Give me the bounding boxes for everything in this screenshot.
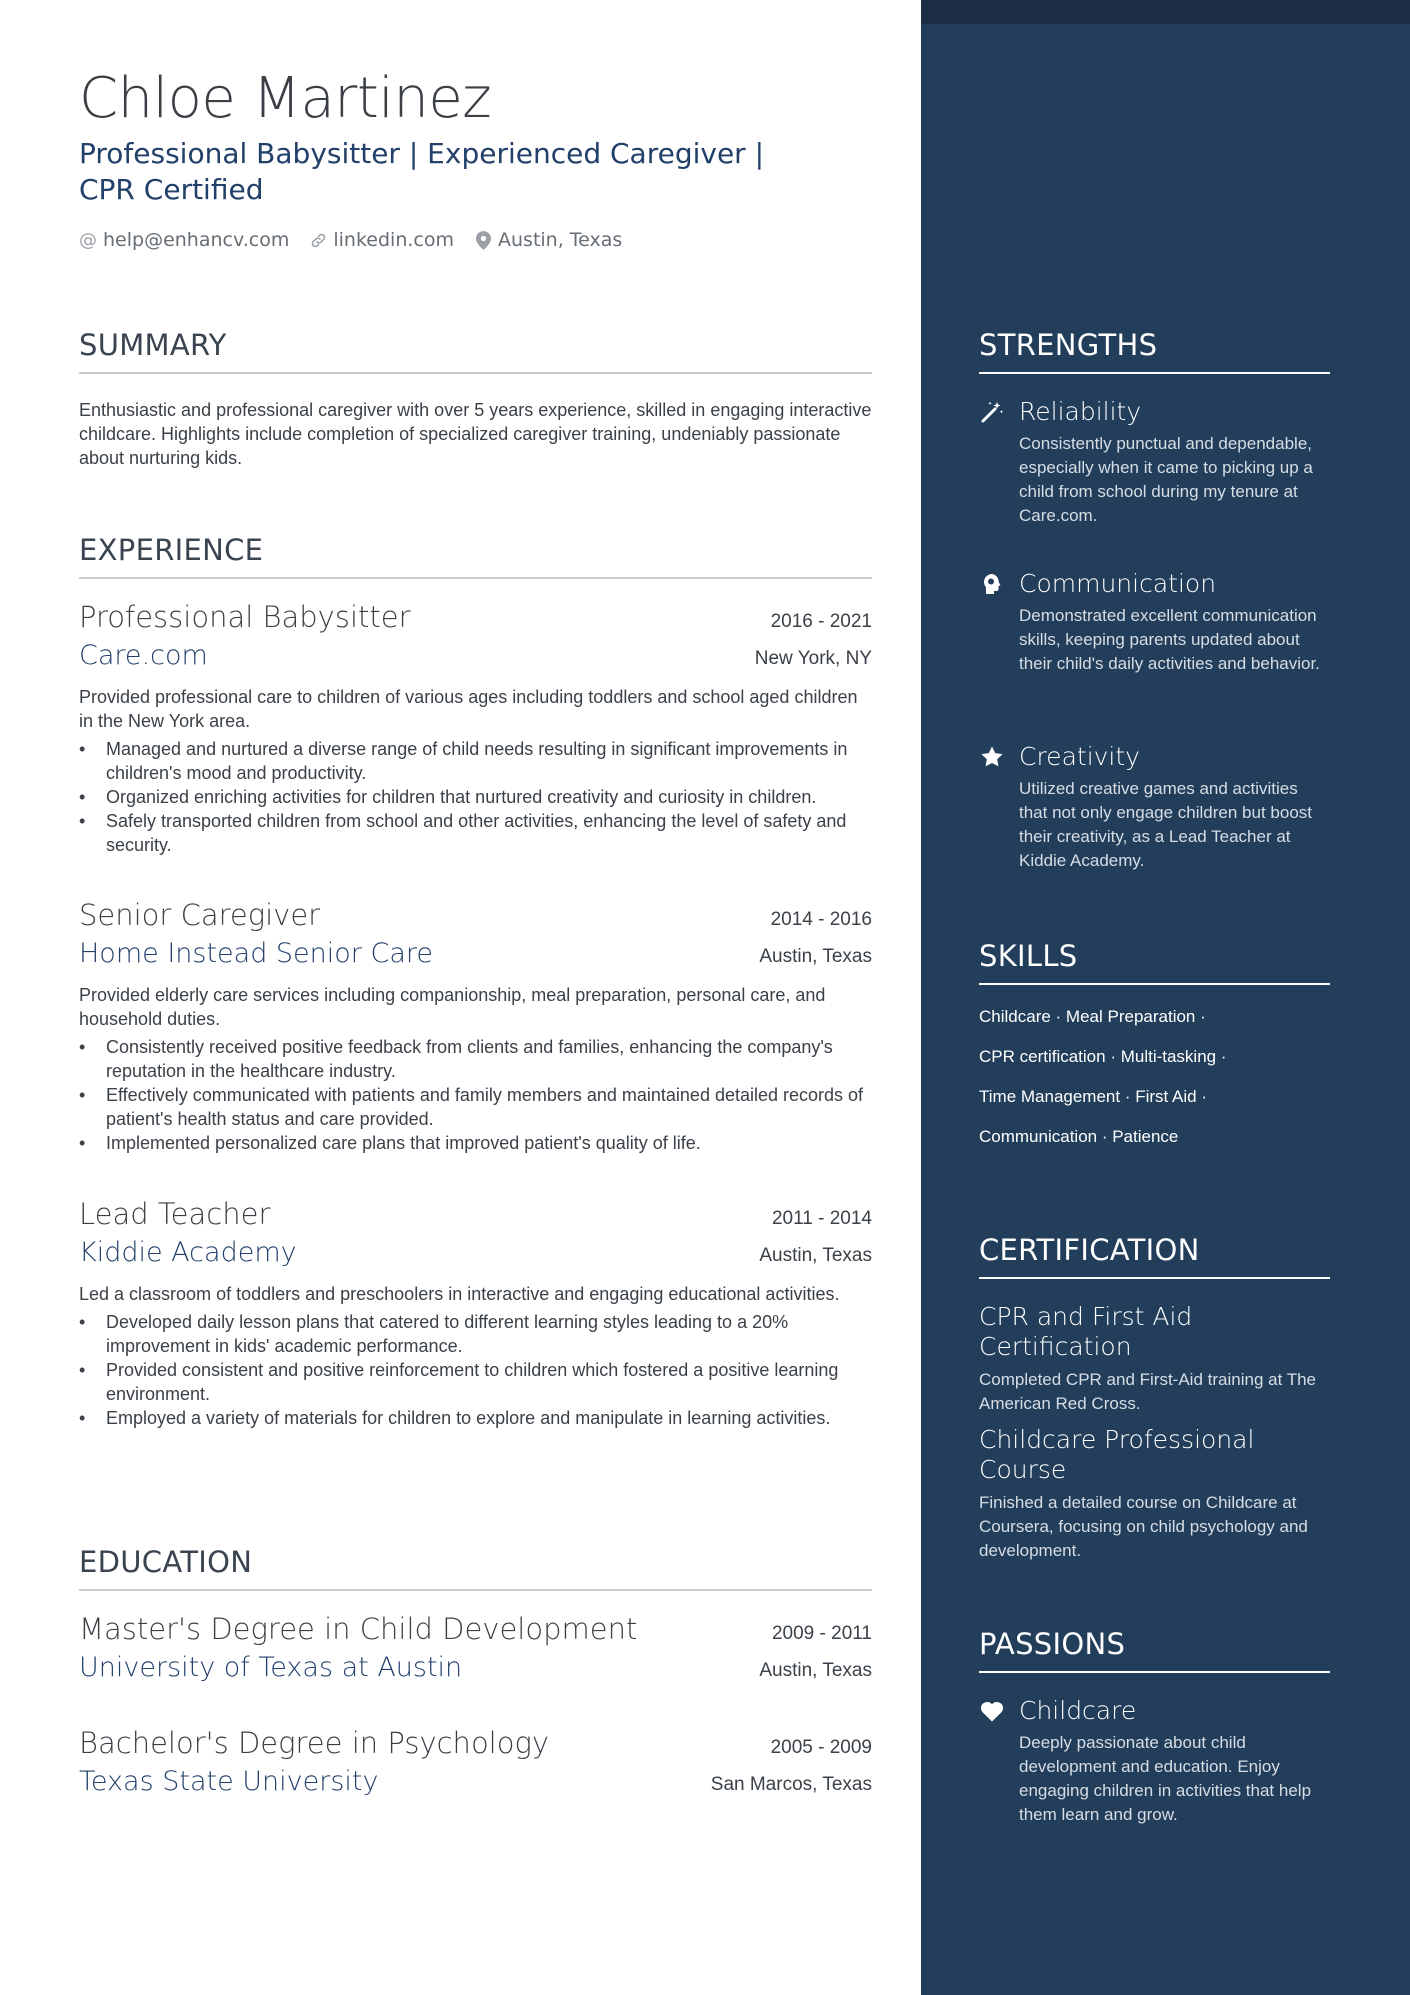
contact-location <box>474 229 622 251</box>
bullet-item: • Implemented personalized care plans that improved patient's quality of life. <box>79 1131 872 1155</box>
certification-description: Finished a detailed course on Childcare at Coursera, focusing on child psychology and development. <box>979 1493 1308 1560</box>
job-description: Led a classroom of toddlers and preschoolers in interactive and engaging educational activities. <box>79 1284 840 1304</box>
bullet-item: • Safely transported children from school and other activities, enhancing the level of safety and security. <box>79 809 872 857</box>
passion-title: Childcare <box>1019 1696 1137 1725</box>
skill-line: Communication · Patience <box>979 1127 1179 1146</box>
skill-line: Time Management · First Aid · <box>979 1087 1207 1106</box>
strengths-heading: STRENGTHS <box>979 328 1330 374</box>
education-entry <box>79 1612 872 1683</box>
passion-item <box>979 1696 1330 1827</box>
skills-heading: SKILLS <box>979 939 1330 985</box>
school-location: Austin, Texas <box>759 1660 872 1681</box>
head-thought-icon <box>979 571 1005 597</box>
school-name: University of Texas at Austin <box>79 1652 463 1683</box>
job-description: Provided elderly care services including companionship, meal preparation, personal care, and household duties. <box>79 985 826 1029</box>
job-dates: 2016 - 2021 <box>770 611 872 632</box>
heart-icon <box>979 1698 1005 1724</box>
strength-description: Demonstrated excellent communication skills, keeping parents updated about their child's daily activities and behavior. <box>1019 606 1320 673</box>
at-icon: @ <box>79 229 97 251</box>
bullet-item: • Effectively communicated with patients and family members and maintained detailed records of patient's health status and care provided. <box>79 1083 872 1131</box>
bullet-item: • Developed daily lesson plans that catered to different learning styles leading to a 20% improvement in kids' academic performance. <box>79 1310 872 1358</box>
strength-item <box>979 569 1330 676</box>
certification-heading: CERTIFICATION <box>979 1233 1330 1279</box>
skill-line: CPR certification · Multi-tasking · <box>979 1047 1227 1066</box>
job-description: Provided professional care to children of various ages including toddlers and school aged children in the New York area. <box>79 687 858 731</box>
education-heading: EDUCATION <box>79 1545 872 1591</box>
certification-description: Completed CPR and First-Aid training at The American Red Cross. <box>979 1370 1317 1413</box>
certification-item <box>979 1425 1330 1563</box>
bullet-item: • Consistently received positive feedback from clients and families, enhancing the company's reputation in the healthcare industry. <box>79 1035 872 1083</box>
job-company: Kiddie Academy <box>79 1237 297 1268</box>
degree-dates: 2009 - 2011 <box>771 1623 872 1644</box>
sidebar-top-band <box>921 0 1410 24</box>
job-location: Austin, Texas <box>759 1245 872 1266</box>
job-location: Austin, Texas <box>759 946 872 967</box>
skill-line: Childcare · Meal Preparation · <box>979 1007 1206 1026</box>
job-title: Senior Caregiver <box>79 898 321 932</box>
strength-description: Consistently punctual and dependable, especially when it came to picking up a child from school during my tenure at Care.com. <box>1019 434 1313 525</box>
location-pin-icon <box>474 231 492 250</box>
candidate-headline: Professional Babysitter | Experienced Caregiver | CPR Certified <box>79 137 765 206</box>
strength-title: Creativity <box>1019 742 1140 771</box>
sidebar <box>921 0 1410 1995</box>
bullet-item: • Provided consistent and positive reinforcement to children which fostered a positive learning environment. <box>79 1358 872 1406</box>
link-text: linkedin.com <box>333 229 454 251</box>
job-company: Home Instead Senior Care <box>79 938 434 969</box>
school-location: San Marcos, Texas <box>710 1774 872 1795</box>
magic-wand-icon <box>979 399 1005 425</box>
experience-heading: EXPERIENCE <box>79 533 872 579</box>
job-bullets <box>79 737 872 857</box>
certification-item <box>979 1302 1330 1416</box>
location-text: Austin, Texas <box>498 229 623 251</box>
bullet-item: • Organized enriching activities for children that nurtured creativity and curiosity in children. <box>79 785 872 809</box>
passions-heading: PASSIONS <box>979 1627 1330 1673</box>
strength-description: Utilized creative games and activities that not only engage children but boost their creativity, as a Lead Teacher at Kiddie Academy. <box>1019 779 1312 870</box>
bullet-item: • Employed a variety of materials for children to explore and manipulate in learning activities. <box>79 1406 872 1430</box>
strength-item <box>979 742 1330 873</box>
school-name: Texas State University <box>79 1766 379 1797</box>
passion-description: Deeply passionate about child development and education. Enjoy engaging children in activities that help them learn and grow. <box>1019 1733 1312 1824</box>
job-dates: 2014 - 2016 <box>770 909 872 930</box>
contact-link[interactable] <box>309 229 454 251</box>
certification-title: CPR and First Aid Certification <box>979 1302 1193 1361</box>
degree-title: Bachelor's Degree in Psychology <box>79 1726 550 1760</box>
skills-list <box>979 1005 1330 1165</box>
link-icon <box>309 232 327 249</box>
job-location: New York, NY <box>754 648 872 669</box>
job-dates: 2011 - 2014 <box>771 1208 872 1229</box>
job-title: Professional Babysitter <box>79 600 411 634</box>
experience-entry <box>79 1197 872 1430</box>
contact-list <box>79 229 622 251</box>
star-icon <box>979 744 1005 770</box>
certification-title: Childcare Professional Course <box>979 1425 1255 1484</box>
job-bullets <box>79 1310 872 1430</box>
job-bullets <box>79 1035 872 1155</box>
candidate-name: Chloe Martinez <box>79 66 492 131</box>
job-title: Lead Teacher <box>79 1197 271 1231</box>
strength-item <box>979 397 1330 528</box>
summary-heading: SUMMARY <box>79 328 872 374</box>
summary-text: Enthusiastic and professional caregiver with over 5 years experience, skilled in engaging interactive childcare. Highlights include completion of specialized caregiver training, undeniably passionate about nurturing kids. <box>79 400 872 468</box>
contact-email[interactable] <box>79 229 289 251</box>
degree-dates: 2005 - 2009 <box>770 1737 872 1758</box>
experience-entry <box>79 898 872 1155</box>
email-text: help@enhancv.com <box>103 229 290 251</box>
bullet-item: • Managed and nurtured a diverse range of child needs resulting in significant improvements in children's mood and productivity. <box>79 737 872 785</box>
experience-entry <box>79 600 872 857</box>
strength-title: Reliability <box>1019 397 1142 426</box>
education-entry <box>79 1726 872 1797</box>
job-company: Care.com <box>79 640 208 671</box>
degree-title: Master's Degree in Child Development <box>79 1612 638 1646</box>
strength-title: Communication <box>1019 569 1217 598</box>
